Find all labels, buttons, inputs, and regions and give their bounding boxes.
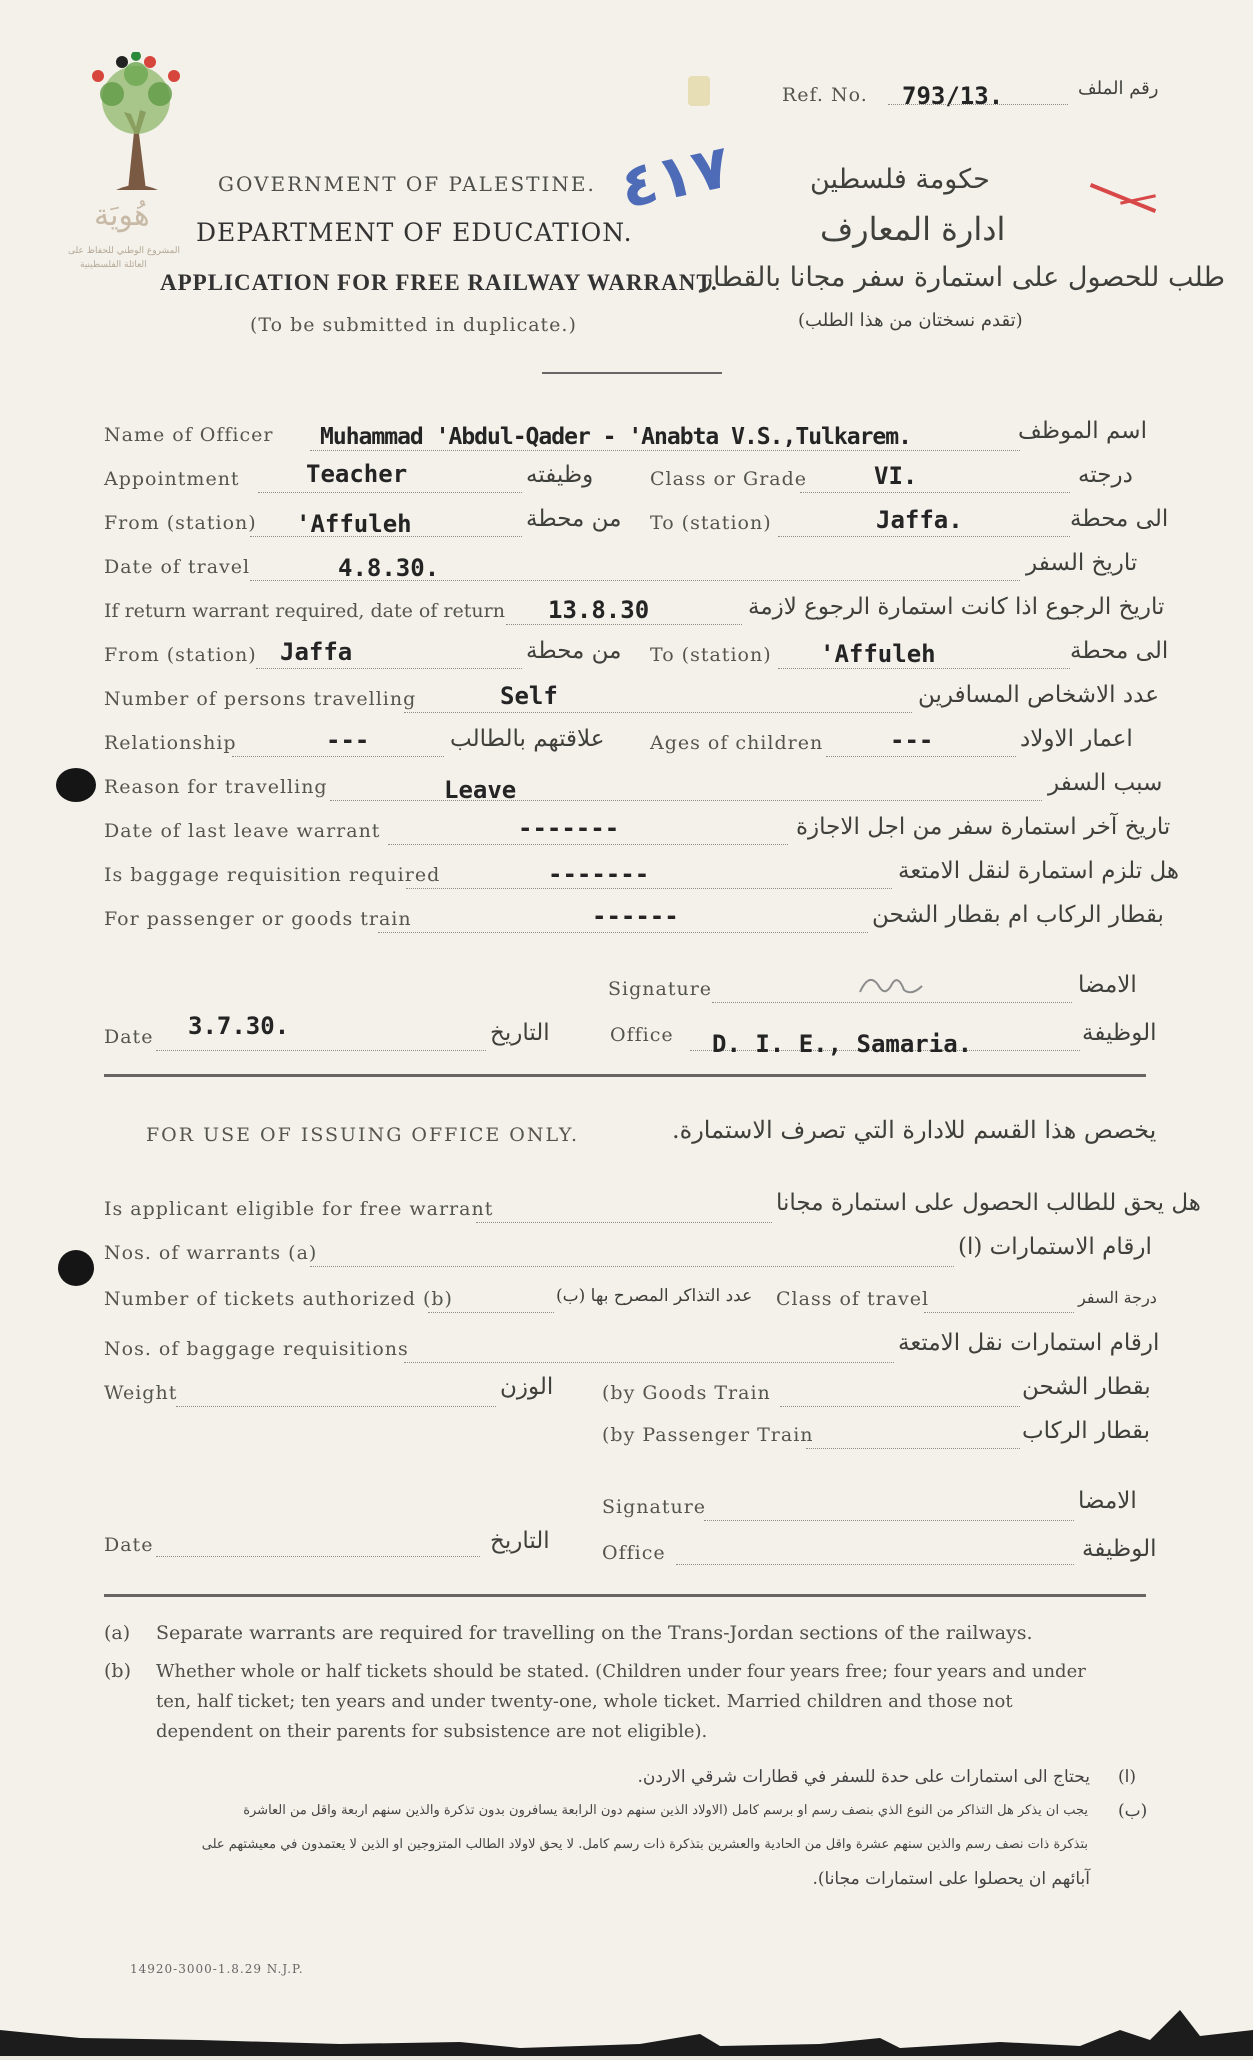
note-ar-b-2: بتذكرة ذات نصف رسم والذين سنهم عشرة واقل من الحادية والعشرين بتذكرة ذات رسم كامل. لا يحق لاولاد الطالب المتزوجين او الذين لا يعتمدون في معيشتهم على	[201, 1837, 1088, 1852]
torn-edge	[0, 1990, 1253, 2056]
date-label-ar: التاريخ	[490, 1020, 550, 1046]
weight-label: Weight	[104, 1382, 178, 1404]
issuing-office-label-ar: الوظيفة	[1082, 1536, 1157, 1562]
ref-value: 793/13.	[902, 82, 1004, 110]
ref-label: Ref. No.	[782, 84, 868, 106]
nos-warrants-line	[310, 1266, 954, 1267]
last-leave-value: -------	[518, 814, 620, 842]
government-title: GOVERNMENT OF PALESTINE.	[218, 172, 596, 196]
baggage-label: Is baggage requisition required	[104, 864, 441, 886]
notes-rule	[104, 1594, 1146, 1597]
note-b-line-2: ten, half ticket; ten years and under twenty-one, whole ticket. Married children and those not	[156, 1691, 1013, 1712]
note-ar-a-key: (ا)	[1118, 1767, 1136, 1787]
issuing-date-line	[156, 1556, 480, 1557]
date-value: 3.7.30.	[188, 1012, 290, 1040]
form-subtitle-ar: (تقدم نسختان من هذا الطلب)	[798, 310, 1023, 331]
eligible-line	[476, 1222, 772, 1223]
signature-label-ar: الامضا	[1078, 972, 1137, 998]
return-label-ar: تاريخ الرجوع اذا كانت استمارة الرجوع لازمة	[748, 594, 1165, 620]
relationship-label-ar: علاقتهم بالطالب	[450, 726, 605, 752]
tickets-line	[428, 1312, 554, 1313]
note-b-line-3: dependent on their parents for subsistence are not eligible).	[156, 1721, 708, 1742]
baggage-value: -------	[548, 860, 650, 888]
issuing-date-label-ar: التاريخ	[490, 1528, 550, 1554]
weight-line	[176, 1406, 496, 1407]
class-line	[800, 492, 1070, 493]
appointment-line	[258, 492, 522, 493]
signature-scribble	[856, 966, 926, 1004]
relationship-line	[232, 756, 444, 757]
eligible-label: Is applicant eligible for free warrant	[104, 1198, 494, 1220]
to2-label: To (station)	[650, 644, 772, 666]
note-a-text: Separate warrants are required for travelling on the Trans-Jordan sections of the railways.	[156, 1622, 1033, 1644]
nos-warrants-label-ar: ارقام الاستمارات (ا)	[958, 1234, 1152, 1260]
to-line	[778, 536, 1070, 537]
reason-label: Reason for travelling	[104, 776, 328, 798]
date-travel-value: 4.8.30.	[338, 554, 440, 582]
office-label: Office	[610, 1024, 674, 1046]
ref-label-ar: رقم الملف	[1078, 78, 1159, 99]
baggage-line	[406, 888, 892, 889]
to-value: Jaffa.	[876, 506, 963, 534]
last-leave-label: Date of last leave warrant	[104, 820, 381, 842]
class-travel-label: Class of travel	[776, 1288, 930, 1310]
train-line	[378, 932, 868, 933]
issuing-office-line	[676, 1564, 1074, 1565]
issuing-title-ar: يخصص هذا القسم للادارة التي تصرف الاستمارة.	[672, 1116, 1157, 1144]
train-label: For passenger or goods train	[104, 908, 412, 930]
from-value: 'Affuleh	[296, 510, 412, 538]
goods-train-line	[780, 1406, 1020, 1407]
issuing-date-label: Date	[104, 1534, 154, 1556]
note-a-key: (a)	[104, 1622, 131, 1644]
issuing-signature-line	[704, 1520, 1074, 1521]
return-label: If return warrant required, date of return	[104, 600, 505, 622]
note-b-key: (b)	[104, 1660, 131, 1682]
blue-stamp-number: ٤١٧	[613, 131, 736, 223]
to-label: To (station)	[650, 512, 772, 534]
train-value: ------	[592, 902, 679, 930]
class-value: VI.	[874, 462, 918, 490]
ages-label: Ages of children	[650, 732, 824, 754]
class-travel-label-ar: درجة السفر	[1078, 1288, 1157, 1307]
issuing-signature-label-ar: الامضا	[1078, 1488, 1137, 1514]
appointment-label-ar: وظيفته	[526, 462, 594, 488]
form-subtitle: (To be submitted in duplicate.)	[250, 314, 577, 336]
baggage-req-label-ar: ارقام استمارات نقل الامتعة	[898, 1330, 1160, 1356]
class-label-ar: درجته	[1078, 462, 1133, 488]
note-ar-b-key: (ب)	[1118, 1801, 1148, 1821]
persons-value: Self	[500, 682, 558, 710]
issuing-office-label: Office	[602, 1542, 666, 1564]
ages-label-ar: اعمار الاولاد	[1020, 726, 1133, 752]
printer-code: 14920-3000-1.8.29 N.J.P.	[130, 1962, 304, 1976]
logo-mark	[76, 52, 196, 192]
class-label: Class or Grade	[650, 468, 808, 490]
date-travel-label: Date of travel	[104, 556, 251, 578]
date-label: Date	[104, 1026, 154, 1048]
appointment-value: Teacher	[306, 460, 408, 488]
stamp-mark	[688, 76, 710, 106]
to2-label-ar: الى محطة	[1070, 638, 1169, 664]
office-label-ar: الوظيفة	[1082, 1020, 1157, 1046]
date-line	[156, 1050, 486, 1051]
from-label-ar: من محطة	[526, 506, 622, 532]
form-title-ar: طلب للحصول على استمارة سفر مجانا بالقطار	[700, 262, 1225, 293]
section-rule	[104, 1074, 1146, 1077]
tickets-label-ar: عدد التذاكر المصرح بها (ب)	[556, 1286, 753, 1306]
name-label: Name of Officer	[104, 424, 274, 446]
ages-line	[826, 756, 1016, 757]
logo-caption-2: العائلة الفلسطينية	[80, 260, 147, 270]
from2-line	[256, 668, 522, 669]
ref-line	[888, 104, 1068, 105]
government-title-ar: حكومة فلسطين	[810, 164, 990, 195]
to2-line	[778, 668, 1070, 669]
name-value: Muhammad 'Abdul-Qader - 'Anabta V.S.,Tulkarem.	[320, 424, 911, 450]
reason-line	[330, 800, 1042, 801]
persons-line	[404, 712, 912, 713]
ages-value: ---	[890, 726, 934, 754]
weight-label-ar: الوزن	[500, 1374, 554, 1400]
tickets-label: Number of tickets authorized (b)	[104, 1288, 453, 1310]
reason-value: Leave	[444, 776, 517, 804]
signature-label: Signature	[608, 978, 713, 1000]
goods-train-label-ar: بقطار الشحن	[1022, 1374, 1151, 1400]
last-leave-label-ar: تاريخ آخر استمارة سفر من اجل الاجازة	[796, 814, 1171, 840]
logo-caption-1: المشروع الوطني للحفاظ على	[68, 246, 181, 256]
train-label-ar: بقطار الركاب ام بقطار الشحن	[872, 902, 1164, 928]
eligible-label-ar: هل يحق للطالب الحصول على استمارة مجانا	[776, 1190, 1201, 1216]
from2-value: Jaffa	[280, 638, 353, 666]
passenger-train-line	[806, 1448, 1020, 1449]
note-ar-a: يحتاج الى استمارات على حدة للسفر في قطارات شرقي الاردن.	[637, 1767, 1090, 1787]
logo-brand: هُويَة	[94, 198, 150, 233]
passenger-train-label-ar: بقطار الركاب	[1022, 1418, 1151, 1444]
appointment-label: Appointment	[104, 468, 240, 490]
passenger-train-label: (by Passenger Train	[602, 1424, 814, 1446]
baggage-label-ar: هل تلزم استمارة لنقل الامتعة	[898, 858, 1179, 884]
return-line	[506, 624, 742, 625]
hole-punch-mark	[56, 768, 96, 802]
persons-label-ar: عدد الاشخاص المسافرين	[918, 682, 1159, 708]
department-title-ar: ادارة المعارف	[820, 210, 1006, 248]
office-value: D. I. E., Samaria.	[712, 1030, 973, 1058]
to-label-ar: الى محطة	[1070, 506, 1169, 532]
class-travel-line	[924, 1312, 1074, 1313]
signature-scribble-icon	[856, 966, 926, 1000]
name-label-ar: اسم الموظف	[1018, 418, 1147, 444]
baggage-req-line	[404, 1362, 894, 1363]
nos-warrants-label: Nos. of warrants (a)	[104, 1242, 318, 1264]
date-travel-label-ar: تاريخ السفر	[1026, 550, 1138, 576]
last-leave-line	[388, 844, 788, 845]
relationship-value: ---	[326, 726, 370, 754]
from2-label: From (station)	[104, 644, 257, 666]
issuing-title: FOR USE OF ISSUING OFFICE ONLY.	[146, 1124, 580, 1146]
return-value: 13.8.30	[548, 596, 650, 624]
note-ar-b-1: يجب ان يذكر هل التذاكر من النوع الذي بنصف رسم او برسم كامل (الاولاد الذين سنهم دون الرابعة يسافرون بدون تذكرة والذين سنهم اربعة واقل من العاشرة	[243, 1803, 1088, 1818]
goods-train-label: (by Goods Train	[602, 1382, 771, 1404]
issuing-signature-label: Signature	[602, 1496, 707, 1518]
hole-punch-mark-2	[58, 1250, 94, 1286]
from2-label-ar: من محطة	[526, 638, 622, 664]
header-rule	[542, 372, 722, 374]
torn-edge-icon	[0, 1990, 1253, 2056]
reason-label-ar: سبب السفر	[1048, 770, 1163, 796]
form-title: APPLICATION FOR FREE RAILWAY WARRANT.	[160, 270, 718, 295]
to2-value: 'Affuleh	[820, 640, 936, 668]
name-line	[310, 450, 1020, 451]
from-label: From (station)	[104, 512, 257, 534]
relationship-label: Relationship	[104, 732, 237, 754]
department-title: DEPARTMENT OF EDUCATION.	[196, 218, 633, 247]
persons-label: Number of persons travelling	[104, 688, 417, 710]
tree-logo-icon	[76, 52, 196, 192]
note-b-line-1: Whether whole or half tickets should be stated. (Children under four years free; four years and under	[156, 1661, 1086, 1682]
note-ar-b-3: آبائهم ان يحصلوا على استمارات مجانا).	[812, 1869, 1090, 1889]
baggage-req-label: Nos. of baggage requisitions	[104, 1338, 409, 1360]
